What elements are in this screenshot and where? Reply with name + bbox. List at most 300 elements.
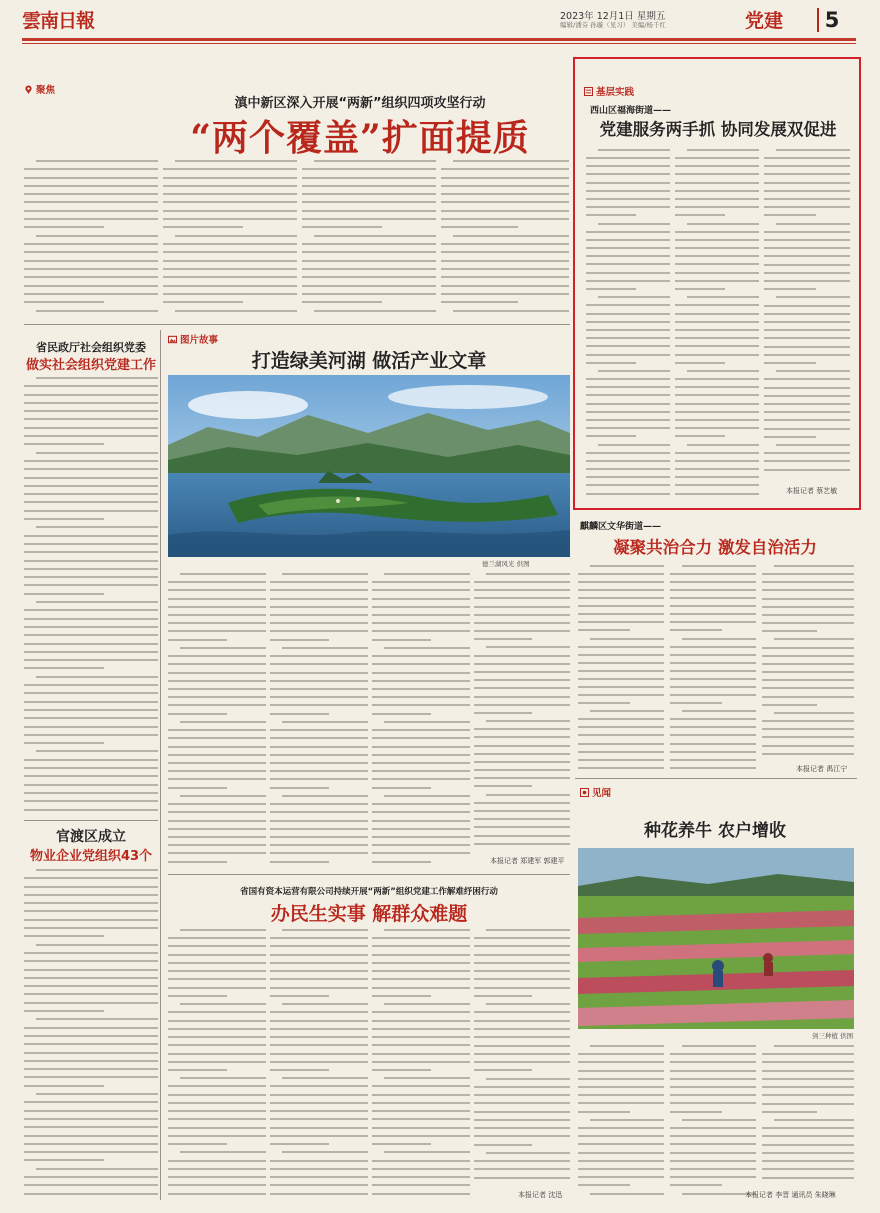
- text-line: [486, 1003, 570, 1005]
- text-line: [24, 276, 158, 278]
- text-line: [24, 593, 104, 595]
- text-line: [762, 1135, 854, 1137]
- text-line: [441, 301, 518, 303]
- text-line: [578, 1152, 664, 1154]
- text-line: [776, 296, 850, 298]
- text-line: [474, 638, 532, 640]
- text-line: [24, 1052, 158, 1054]
- text-line: [168, 852, 266, 854]
- text-line: [168, 1102, 266, 1104]
- text-line: [590, 1045, 664, 1047]
- lower-story-byline: 本报记者 沈迅: [518, 1191, 563, 1199]
- text-line: [474, 712, 532, 714]
- text-line: [168, 1044, 266, 1046]
- jianwen-body-col-2: [670, 1042, 756, 1198]
- text-line: [24, 410, 158, 412]
- text-line: [474, 606, 570, 608]
- text-line: [36, 944, 158, 946]
- text-line: [372, 1110, 470, 1112]
- text-line: [163, 185, 297, 187]
- text-line: [586, 255, 670, 257]
- text-line: [372, 688, 470, 690]
- text-line: [441, 276, 569, 278]
- text-line: [578, 581, 664, 583]
- text-line: [24, 667, 104, 669]
- text-line: [590, 638, 664, 640]
- text-line: [586, 263, 670, 265]
- text-line: [24, 1060, 158, 1062]
- text-line: [670, 751, 756, 753]
- text-line: [168, 1085, 266, 1087]
- text-line: [36, 750, 158, 752]
- lead-body-col-1: [24, 157, 158, 315]
- text-line: [168, 1135, 266, 1137]
- photo-story-body-col-1: [168, 570, 266, 866]
- text-line: [474, 1102, 570, 1104]
- text-line: [764, 460, 850, 462]
- grassroots-byline: 本报记者 蔡艺敏: [786, 487, 838, 495]
- text-line: [578, 573, 664, 575]
- text-line: [372, 1102, 470, 1104]
- text-line: [441, 185, 569, 187]
- text-line: [764, 247, 850, 249]
- left-story1-body: [24, 374, 158, 814]
- text-line: [168, 655, 266, 657]
- text-line: [36, 1093, 158, 1095]
- text-line: [675, 452, 759, 454]
- qilin-kicker: 麒麟区文华街道——: [580, 522, 662, 532]
- text-line: [270, 987, 368, 989]
- text-line: [774, 638, 854, 640]
- text-line: [270, 778, 368, 780]
- text-line: [372, 1193, 470, 1195]
- text-line: [762, 1127, 854, 1129]
- text-line: [670, 1168, 756, 1170]
- text-line: [578, 743, 664, 745]
- text-line: [675, 288, 725, 290]
- text-line: [302, 226, 382, 228]
- lower-story-body-col-1: [168, 926, 266, 1198]
- text-line: [598, 149, 670, 151]
- text-line: [670, 759, 756, 761]
- text-line: [670, 718, 756, 720]
- text-line: [590, 565, 664, 567]
- text-line: [586, 345, 670, 347]
- text-line: [270, 1135, 368, 1137]
- text-line: [598, 370, 670, 372]
- text-line: [762, 687, 854, 689]
- header-rule-thin: [22, 43, 856, 44]
- text-line: [474, 1028, 570, 1030]
- text-line: [270, 803, 368, 805]
- text-line: [163, 218, 297, 220]
- divider: [575, 778, 857, 779]
- text-line: [314, 235, 436, 237]
- text-line: [474, 687, 570, 689]
- text-line: [474, 1135, 570, 1137]
- text-line: [24, 576, 158, 578]
- text-line: [474, 1177, 570, 1179]
- text-line: [180, 573, 266, 575]
- text-line: [302, 260, 436, 262]
- text-line: [474, 753, 570, 755]
- text-line: [586, 329, 670, 331]
- text-line: [762, 736, 854, 738]
- text-line: [36, 235, 158, 237]
- text-line: [270, 713, 329, 715]
- section-tag-jujiao: [24, 82, 55, 96]
- text-line: [687, 370, 759, 372]
- text-line: [474, 1119, 570, 1121]
- text-line: [24, 584, 158, 586]
- text-line: [578, 646, 664, 648]
- text-line: [372, 1085, 470, 1087]
- text-line: [24, 1126, 158, 1128]
- text-line: [670, 1078, 756, 1080]
- text-line: [682, 1119, 756, 1121]
- text-line: [24, 1135, 158, 1137]
- text-line: [168, 606, 266, 608]
- picture-icon: [168, 335, 177, 344]
- text-line: [270, 945, 368, 947]
- text-line: [168, 1118, 266, 1120]
- text-line: [675, 272, 759, 274]
- text-line: [598, 444, 670, 446]
- text-line: [168, 1160, 266, 1162]
- text-line: [24, 1085, 104, 1087]
- qilin-headline: 凝聚共治合力 激发自治活力: [613, 538, 817, 557]
- text-line: [168, 630, 266, 632]
- text-line: [474, 1053, 570, 1055]
- text-line: [270, 836, 368, 838]
- text-line: [687, 149, 759, 151]
- text-line: [24, 1068, 158, 1070]
- text-line: [270, 811, 368, 813]
- text-line: [578, 1127, 664, 1129]
- flower-field-illustration: [578, 848, 854, 1029]
- grassroots-body-col-3: [764, 146, 850, 474]
- photo-story-body-col-2: [270, 570, 368, 866]
- text-line: [578, 678, 664, 680]
- text-line: [776, 223, 850, 225]
- text-line: [586, 272, 670, 274]
- text-line: [675, 190, 759, 192]
- text-line: [372, 1020, 470, 1022]
- text-line: [675, 354, 759, 356]
- text-line: [270, 1094, 368, 1096]
- text-line: [24, 717, 158, 719]
- text-line: [168, 737, 266, 739]
- text-line: [270, 1184, 368, 1186]
- text-line: [372, 836, 470, 838]
- text-line: [24, 560, 158, 562]
- text-line: [578, 654, 664, 656]
- text-line: [24, 1010, 104, 1012]
- text-line: [586, 468, 670, 470]
- divider: [24, 820, 158, 821]
- text-line: [24, 501, 158, 503]
- photo-credit: 德兰湖风光 供图: [482, 560, 530, 568]
- text-line: [682, 638, 756, 640]
- text-line: [586, 476, 670, 478]
- text-line: [762, 581, 854, 583]
- text-line: [168, 803, 266, 805]
- text-line: [270, 598, 368, 600]
- text-line: [168, 844, 266, 846]
- text-line: [578, 670, 664, 672]
- text-line: [474, 704, 570, 706]
- text-line: [36, 377, 158, 379]
- text-line: [474, 810, 570, 812]
- text-line: [24, 993, 158, 995]
- text-line: [474, 1144, 532, 1146]
- text-line: [675, 206, 759, 208]
- text-line: [270, 622, 368, 624]
- text-line: [372, 1094, 470, 1096]
- text-line: [24, 800, 158, 802]
- text-line: [486, 573, 570, 575]
- text-line: [372, 1053, 470, 1055]
- text-line: [474, 1160, 570, 1162]
- text-line: [586, 288, 636, 290]
- text-line: [24, 293, 158, 295]
- text-line: [270, 1011, 368, 1013]
- text-line: [670, 726, 756, 728]
- text-line: [372, 630, 470, 632]
- text-line: [441, 293, 569, 295]
- qilin-body-col-1: [578, 562, 664, 772]
- text-line: [163, 201, 297, 203]
- text-line: [764, 231, 850, 233]
- text-line: [474, 1020, 570, 1022]
- text-line: [168, 1061, 266, 1063]
- text-line: [24, 985, 158, 987]
- text-line: [578, 1135, 664, 1137]
- text-line: [372, 803, 470, 805]
- text-line: [270, 852, 368, 854]
- text-line: [586, 427, 670, 429]
- text-line: [586, 362, 636, 364]
- text-line: [302, 168, 436, 170]
- header-rule: [22, 38, 856, 41]
- text-line: [180, 647, 266, 649]
- text-line: [586, 337, 670, 339]
- text-line: [180, 929, 266, 931]
- text-line: [474, 995, 532, 997]
- text-line: [372, 680, 470, 682]
- text-line: [372, 987, 470, 989]
- text-line: [163, 226, 243, 228]
- text-line: [764, 403, 850, 405]
- text-line: [163, 193, 297, 195]
- text-line: [764, 354, 850, 356]
- text-line: [24, 877, 158, 879]
- text-line: [168, 811, 266, 813]
- text-line: [163, 301, 243, 303]
- text-line: [764, 157, 850, 159]
- text-line: [474, 1086, 570, 1088]
- text-line: [24, 551, 158, 553]
- text-line: [180, 1003, 266, 1005]
- qilin-body-col-2: [670, 562, 756, 772]
- text-line: [675, 263, 759, 265]
- text-line: [168, 598, 266, 600]
- text-line: [384, 1151, 470, 1153]
- text-line: [372, 1127, 470, 1129]
- text-line: [474, 769, 570, 771]
- text-line: [578, 1176, 664, 1178]
- text-line: [764, 198, 850, 200]
- text-line: [486, 720, 570, 722]
- text-line: [675, 321, 759, 323]
- text-line: [168, 589, 266, 591]
- text-line: [474, 671, 570, 673]
- text-line: [24, 684, 158, 686]
- text-line: [372, 828, 470, 830]
- text-line: [24, 226, 104, 228]
- text-line: [578, 605, 664, 607]
- text-line: [270, 1193, 368, 1195]
- text-line: [764, 428, 850, 430]
- text-line: [168, 1011, 266, 1013]
- text-line: [168, 962, 266, 964]
- text-line: [670, 613, 756, 615]
- text-line: [774, 1045, 854, 1047]
- text-line: [302, 201, 436, 203]
- text-line: [586, 460, 670, 462]
- grassroots-body-col-2: [675, 146, 759, 498]
- text-line: [453, 310, 569, 312]
- jianwen-headline: 种花养牛 农户增收: [644, 821, 786, 841]
- text-line: [764, 288, 816, 290]
- text-line: [670, 678, 756, 680]
- text-line: [24, 260, 158, 262]
- text-line: [675, 157, 759, 159]
- text-line: [24, 485, 158, 487]
- text-line: [578, 589, 664, 591]
- text-line: [687, 444, 759, 446]
- text-line: [675, 386, 759, 388]
- text-line: [578, 702, 630, 704]
- text-line: [762, 630, 817, 632]
- text-line: [474, 962, 570, 964]
- text-line: [687, 296, 759, 298]
- text-line: [282, 1151, 368, 1153]
- eye-icon: [580, 788, 589, 797]
- text-line: [764, 411, 850, 413]
- text-line: [670, 629, 722, 631]
- text-line: [675, 493, 759, 495]
- text-line: [372, 778, 470, 780]
- text-line: [270, 844, 368, 846]
- text-line: [675, 198, 759, 200]
- text-line: [675, 280, 759, 282]
- text-line: [372, 589, 470, 591]
- text-line: [270, 688, 368, 690]
- text-line: [24, 385, 158, 387]
- text-line: [168, 1184, 266, 1186]
- text-line: [270, 672, 368, 674]
- text-line: [670, 767, 756, 769]
- text-line: [486, 794, 570, 796]
- text-line: [168, 770, 266, 772]
- text-line: [36, 452, 158, 454]
- text-line: [762, 606, 854, 608]
- text-line: [270, 614, 368, 616]
- text-line: [24, 1176, 158, 1178]
- text-line: [762, 1168, 854, 1170]
- text-line: [36, 1018, 158, 1020]
- text-line: [314, 310, 436, 312]
- text-line: [441, 243, 569, 245]
- text-line: [372, 844, 470, 846]
- lower-story-body-col-3: [372, 926, 470, 1198]
- text-line: [586, 198, 670, 200]
- text-line: [578, 1184, 630, 1186]
- text-line: [384, 721, 470, 723]
- text-line: [270, 1036, 368, 1038]
- text-line: [372, 713, 431, 715]
- text-line: [282, 929, 368, 931]
- text-line: [764, 255, 850, 257]
- text-line: [372, 820, 470, 822]
- text-line: [168, 746, 266, 748]
- text-line: [24, 960, 158, 962]
- text-line: [270, 1160, 368, 1162]
- text-line: [441, 268, 569, 270]
- text-line: [372, 962, 470, 964]
- text-line: [372, 655, 470, 657]
- text-line: [578, 1111, 630, 1113]
- left-story2-body: [24, 866, 158, 1198]
- text-line: [24, 775, 158, 777]
- text-line: [762, 622, 854, 624]
- text-line: [441, 193, 569, 195]
- text-line: [302, 177, 436, 179]
- text-line: [168, 754, 266, 756]
- text-line: [24, 301, 104, 303]
- text-line: [270, 970, 368, 972]
- flower-field-photo: [578, 848, 854, 1029]
- text-line: [675, 337, 759, 339]
- editor-line: 编辑/潘芬 孙璇（见习） 美编/杨千红: [560, 21, 667, 29]
- grassroots-body-col-1: [586, 146, 670, 498]
- text-line: [163, 260, 297, 262]
- text-line: [24, 792, 158, 794]
- text-line: [302, 218, 436, 220]
- text-line: [270, 770, 368, 772]
- text-line: [675, 255, 759, 257]
- text-line: [474, 954, 570, 956]
- text-line: [762, 720, 854, 722]
- text-line: [168, 729, 266, 731]
- text-line: [270, 655, 368, 657]
- text-line: [675, 403, 759, 405]
- left-story1-subhead: 做实社会组织党建工作: [25, 358, 156, 373]
- text-line: [474, 630, 570, 632]
- text-line: [168, 778, 266, 780]
- text-line: [175, 235, 297, 237]
- text-line: [36, 310, 158, 312]
- text-line: [762, 598, 854, 600]
- text-line: [675, 435, 725, 437]
- text-line: [762, 671, 854, 673]
- text-line: [762, 573, 854, 575]
- text-line: [168, 828, 266, 830]
- text-line: [24, 1076, 158, 1078]
- text-line: [675, 214, 725, 216]
- text-line: [24, 1118, 158, 1120]
